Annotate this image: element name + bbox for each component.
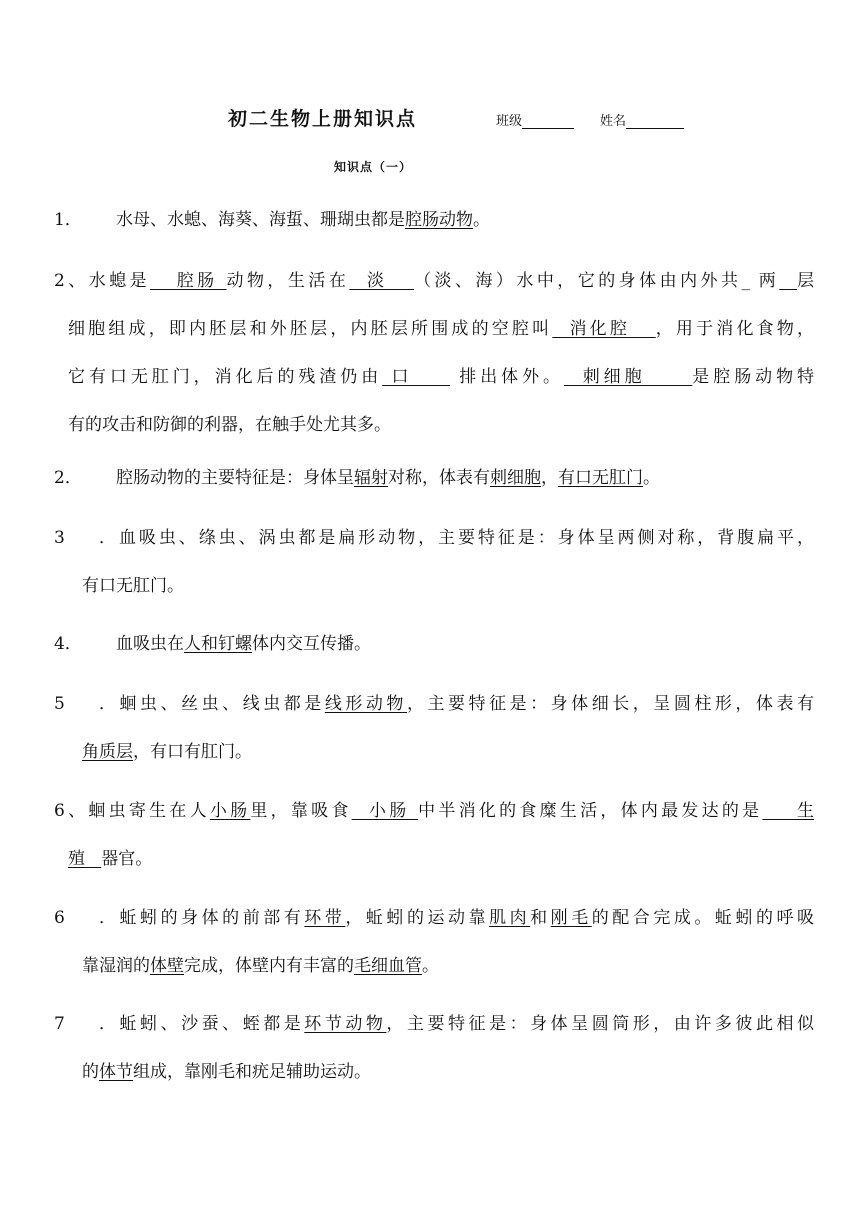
section-title: 知识点（一） [334, 160, 413, 174]
answer: 环节动物 [304, 1014, 387, 1034]
answer: 毛细血管 [354, 956, 422, 976]
answer: 腔肠动物 [405, 210, 473, 230]
item-text: 血吸虫在 [116, 634, 184, 654]
item-2 [54, 454, 814, 502]
item-number: 5． [54, 694, 116, 714]
answer: 人和钉螺 [184, 634, 252, 654]
answer: 殖 [68, 849, 102, 869]
item-number: 1． [54, 210, 82, 230]
item-text: 腔肠动物的主要特征是：身体呈 [116, 468, 354, 488]
answer: 刺细胞 [490, 468, 541, 488]
answer: 线形动物 [324, 694, 407, 714]
answer: 小肠 [351, 801, 419, 821]
answer: 有口无肛门 [558, 468, 643, 488]
item-text: 组成，靠刚毛和疣足辅助运动。 [133, 1062, 371, 1082]
name-field [600, 110, 684, 129]
item-text: 6、蛔虫寄生在人 [54, 801, 210, 821]
item-text: 蚯蚓、沙蚕、蛭都是 [116, 1014, 305, 1034]
item-text: （淡、海）水中，它的身体由内外共_ 两 [414, 271, 780, 291]
item-text: 的配合完成。蚯蚓的呼吸 [591, 908, 815, 928]
item-text: 。 [422, 956, 439, 976]
item-text: ，蚯蚓的运动靠 [345, 908, 490, 928]
item-5 [54, 680, 814, 776]
item-text: 中半消化的食糜生活，体内最发达的是 [418, 801, 763, 821]
item-text: 细胞组成，即内胚层和外胚层，内胚层所围成的空腔叫 [68, 319, 553, 339]
class-blank[interactable] [522, 114, 574, 129]
item-text: 体内交互传播。 [252, 634, 371, 654]
item-text: 对称，体表有 [388, 468, 490, 488]
item-4 [54, 620, 814, 668]
item-text: 靠湿润的 [82, 956, 150, 976]
document-title: 初二生物上册知识点 [228, 108, 418, 130]
answer: 角质层 [82, 742, 133, 762]
item-text: 有口无肛门。 [82, 576, 184, 596]
item-text: 蛔虫、丝虫、线虫都是 [116, 694, 325, 714]
item-text: 器官。 [101, 849, 153, 869]
answer: 辐射 [354, 468, 388, 488]
item-text: 的 [82, 1062, 99, 1082]
item-text: 蚯蚓的身体的前部有 [116, 908, 305, 928]
answer [779, 271, 797, 291]
item-3 [54, 514, 814, 610]
item-text: ，主要特征是：身体呈圆筒形，由许多彼此相似 [386, 1014, 815, 1034]
paragraph-2 [54, 257, 814, 449]
item-text: 。 [473, 210, 490, 230]
class-label: 班级 [496, 114, 523, 129]
answer: 腔肠 [150, 271, 227, 291]
answer: 生 [762, 801, 815, 821]
item-text: ，有口有肛门。 [133, 742, 252, 762]
answer: 环带 [304, 908, 346, 928]
answer: 体壁 [150, 956, 184, 976]
item-text: 有的攻击和防御的利器，在触手处尤其多。 [68, 415, 391, 435]
item-text: ，主要特征是：身体细长，呈圆柱形，体表有 [406, 694, 815, 714]
item-number: 4． [54, 634, 82, 654]
answer: 体节 [99, 1062, 133, 1082]
item-text: ，用于消化食物， [655, 319, 815, 339]
item-1 [54, 196, 814, 244]
item-6 [54, 894, 814, 990]
item-number: 3． [54, 528, 116, 548]
item-text: 是腔肠动物特 [692, 367, 815, 387]
name-blank[interactable] [626, 114, 684, 129]
item-text: 水母、水螅、海葵、海蜇、珊瑚虫都是 [116, 210, 405, 230]
answer: 刚毛 [550, 908, 592, 928]
class-field [496, 110, 574, 129]
answer: 口 [382, 367, 450, 387]
paragraph-6 [54, 787, 814, 883]
answer: 消化腔 [552, 319, 656, 339]
name-label: 姓名 [600, 114, 627, 129]
item-text: 动物，生活在 [226, 271, 350, 291]
item-text: 层 [797, 271, 815, 291]
answer: 刺细胞 [564, 367, 693, 387]
item-text: 。 [643, 468, 660, 488]
answer: 淡 [349, 271, 415, 291]
item-text: 和 [530, 908, 551, 928]
answer: 小肠 [209, 801, 251, 821]
item-text: 血吸虫、绦虫、涡虫都是扁形动物，主要特征是：身体呈两侧对称，背腹扁平， [116, 528, 814, 548]
answer: 肌肉 [489, 908, 531, 928]
item-text: 它有口无肛门，消化后的残渣仍由 [68, 367, 383, 387]
item-text: 2、水螅是 [54, 271, 151, 291]
item-number: 2． [54, 468, 82, 488]
item-text: 里，靠吸食 [250, 801, 352, 821]
item-text: 完成，体壁内有丰富的 [184, 956, 354, 976]
item-text: ， [541, 468, 558, 488]
item-7 [54, 1000, 814, 1096]
item-text: 排出体外。 [449, 367, 564, 387]
title-row [0, 104, 860, 134]
item-number: 7． [54, 1014, 116, 1034]
item-number: 6． [54, 908, 116, 928]
